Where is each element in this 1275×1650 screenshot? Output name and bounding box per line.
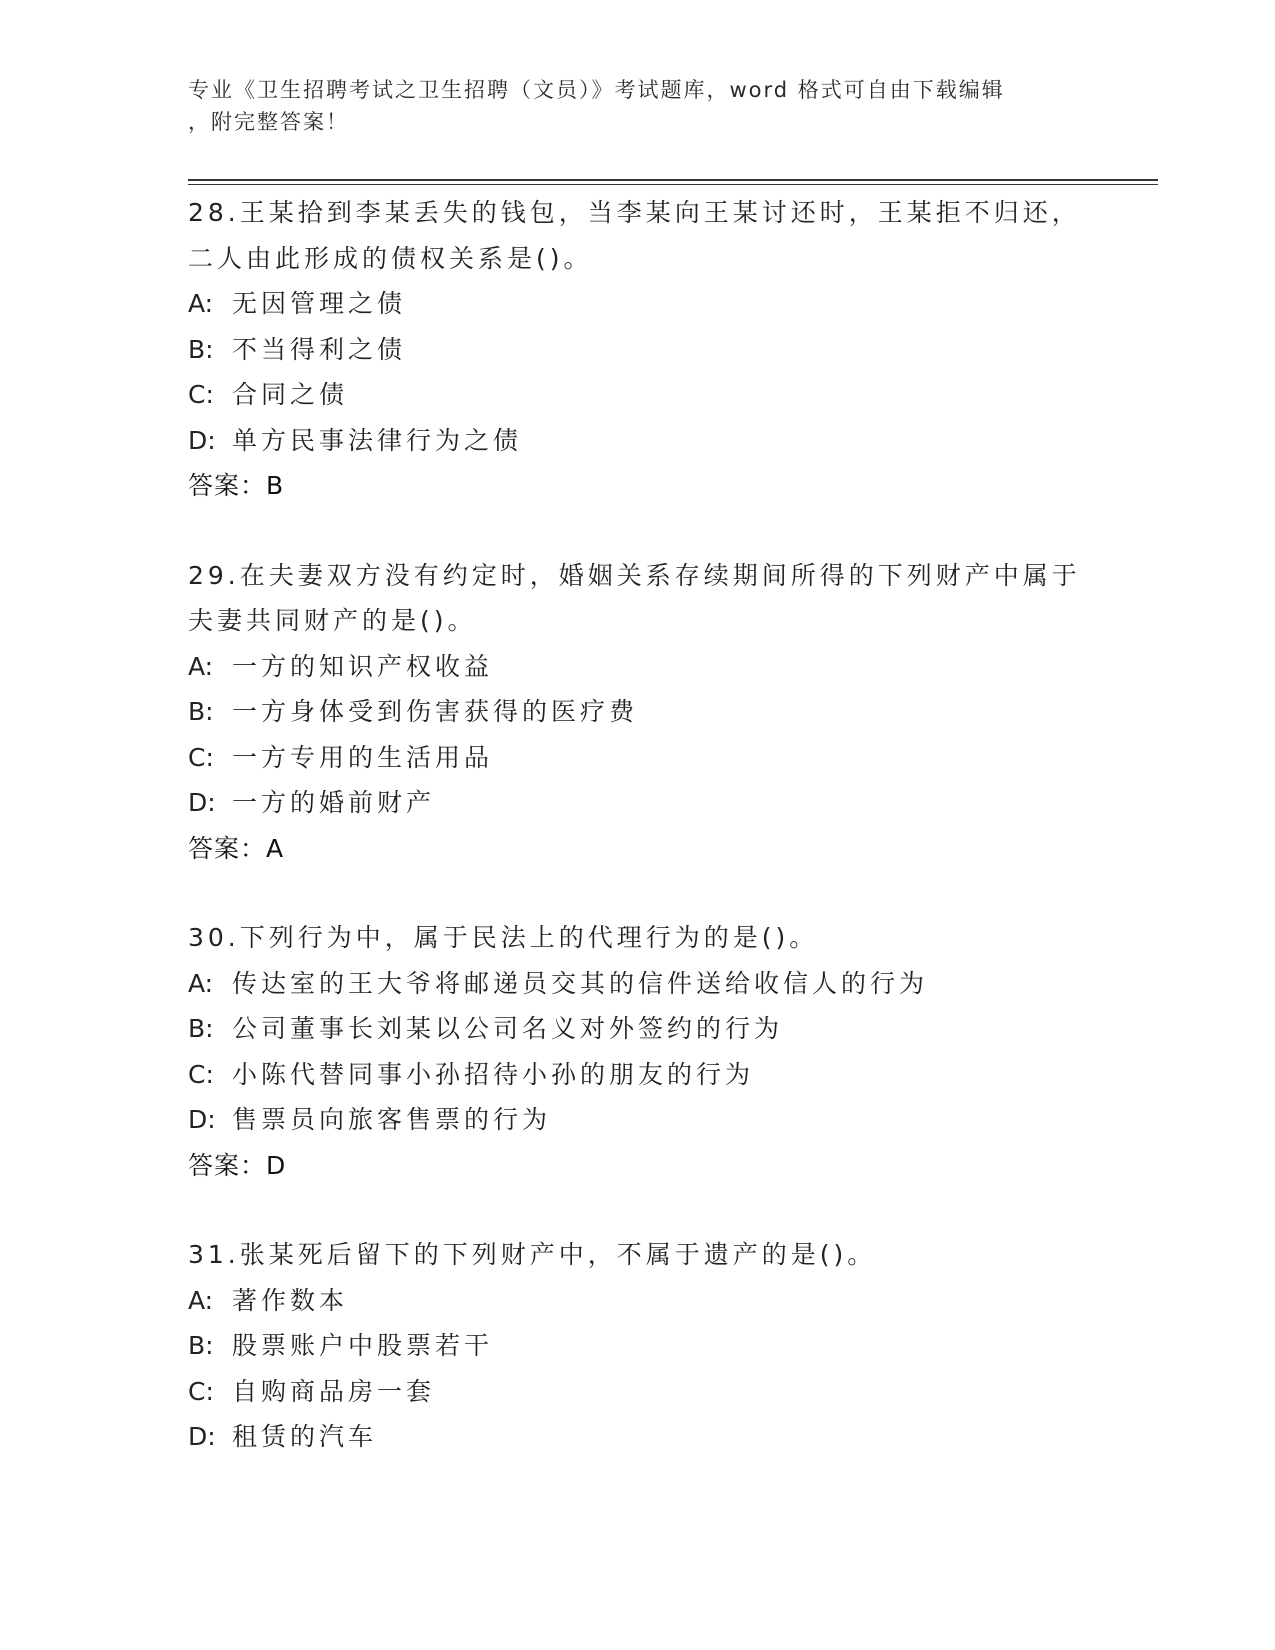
- option-key: A:: [188, 1285, 214, 1315]
- option-key: D:: [188, 425, 216, 455]
- header-line-1: 专业《卫生招聘考试之卫生招聘（文员）》考试题库，word 格式可自由下载编辑: [188, 78, 1005, 102]
- option-d: [188, 418, 1148, 464]
- question-29: [188, 553, 1148, 872]
- answer-line: 答案：B: [188, 471, 285, 500]
- option-b: [188, 689, 1148, 735]
- option-key: B:: [188, 1331, 214, 1360]
- option-text: 一方专用的生活用品: [232, 742, 494, 772]
- option-text: 售票员向旅客售票的行为: [232, 1105, 552, 1134]
- option-text: 一方的婚前财产: [232, 788, 436, 817]
- option-a: [188, 281, 1148, 327]
- option-text: 一方的知识产权收益: [232, 651, 494, 681]
- option-key: B:: [188, 1014, 214, 1043]
- option-c: [188, 372, 1148, 418]
- option-text: 租赁的汽车: [232, 1422, 378, 1451]
- option-key: B:: [188, 334, 214, 364]
- option-key: D:: [188, 1105, 216, 1134]
- question-stem-line: 29.在夫妻双方没有约定时，婚姻关系存续期间所得的下列财产中属于: [188, 560, 1081, 590]
- option-c: [188, 1052, 1148, 1098]
- option-text: 公司董事长刘某以公司名义对外签约的行为: [232, 1014, 784, 1043]
- document-header: [188, 74, 1068, 138]
- option-c: [188, 1369, 1148, 1415]
- header-line-2: ，附完整答案！: [188, 110, 349, 134]
- option-a: [188, 1278, 1148, 1324]
- option-key: A:: [188, 651, 214, 681]
- option-c: [188, 735, 1148, 781]
- question-28: [188, 190, 1148, 509]
- header-divider-thick: [188, 179, 1158, 181]
- option-key: D:: [188, 788, 216, 817]
- question-31: [188, 1232, 1148, 1460]
- option-key: A:: [188, 968, 214, 998]
- option-text: 单方民事法律行为之债: [232, 425, 523, 455]
- option-b: [188, 1006, 1148, 1052]
- option-d: [188, 780, 1148, 826]
- question-stem-line: 二人由此形成的债权关系是()。: [188, 243, 593, 273]
- question-stem-line: 31.张某死后留下的下列财产中，不属于遗产的是()。: [188, 1240, 877, 1269]
- question-stem-line: 28.王某拾到李某丢失的钱包，当李某向王某讨还时，王某拒不归还，: [188, 198, 1081, 227]
- option-key: C:: [188, 742, 214, 772]
- option-text: 股票账户中股票若干: [232, 1331, 494, 1360]
- option-key: D:: [188, 1422, 216, 1451]
- option-d: [188, 1414, 1148, 1460]
- option-text: 不当得利之债: [232, 334, 407, 364]
- header-divider-thin: [188, 184, 1158, 185]
- option-a: [188, 644, 1148, 690]
- option-d: [188, 1097, 1148, 1143]
- option-text: 合同之债: [232, 380, 349, 409]
- option-a: [188, 961, 1148, 1007]
- option-key: C:: [188, 380, 214, 409]
- option-key: C:: [188, 1376, 214, 1406]
- question-stem-line: 30.下列行为中，属于民法上的代理行为的是()。: [188, 923, 819, 952]
- question-list: [188, 190, 1148, 1504]
- option-key: B:: [188, 697, 214, 726]
- option-text: 小陈代替同事小孙招待小孙的朋友的行为: [232, 1059, 755, 1089]
- option-text: 一方身体受到伤害获得的医疗费: [232, 697, 639, 726]
- answer-line: 答案：D: [188, 1150, 287, 1180]
- question-30: [188, 915, 1148, 1188]
- option-key: C:: [188, 1059, 214, 1089]
- option-key: A:: [188, 289, 214, 318]
- answer-line: 答案：A: [188, 833, 285, 863]
- option-b: [188, 1323, 1148, 1369]
- option-text: 无因管理之债: [232, 289, 407, 318]
- option-text: 著作数本: [232, 1285, 349, 1315]
- question-stem-line: 夫妻共同财产的是()。: [188, 606, 477, 635]
- option-text: 传达室的王大爷将邮递员交其的信件送给收信人的行为: [232, 968, 929, 998]
- option-text: 自购商品房一套: [232, 1376, 436, 1406]
- option-b: [188, 327, 1148, 373]
